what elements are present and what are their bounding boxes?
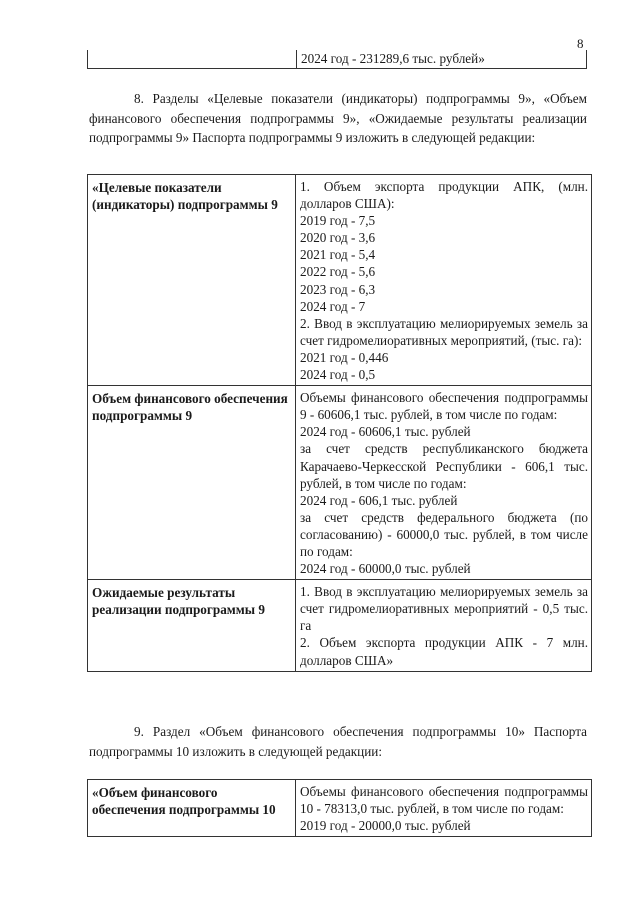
- table-row: [88, 580, 592, 671]
- value-line: 2023 год - 6,3: [300, 281, 376, 297]
- value-line: 2024 год - 606,1 тыс. рублей: [300, 492, 458, 508]
- table-row: [88, 386, 592, 580]
- paragraph-8: [89, 89, 587, 148]
- value-line: 2. Объем экспорта продукции АПК - 7 млн. долларов США»: [300, 635, 588, 668]
- row-value: [296, 386, 592, 580]
- value-line: 2020 год - 3,6: [300, 230, 376, 246]
- value-line: 1. Объем экспорта продукции АПК, (млн. долларов США):: [300, 179, 588, 212]
- table-cell-text: 2024 год - 231289,6 тыс. рублей»: [301, 51, 485, 66]
- value-line: 2019 год - 20000,0 тыс. рублей: [300, 818, 471, 834]
- value-line: 2024 год - 60000,0 тыс. рублей: [300, 561, 471, 577]
- value-line: 1. Ввод в эксплуатацию мелиорируемых земель за счет гидромелиоративных мероприятий - 0,5 тыс. га: [300, 584, 588, 634]
- value-line: Объемы финансового обеспечения подпрограммы 9 - 60606,1 тыс. рублей, в том числе по годам:: [300, 390, 588, 423]
- row-value: [296, 175, 592, 386]
- row-label: Ожидаемые результаты реализации подпрограммы 9: [88, 580, 296, 671]
- value-line: 2021 год - 5,4: [300, 247, 376, 263]
- value-line: 2021 год - 0,446: [300, 349, 389, 365]
- row-value: [296, 780, 592, 837]
- table-fragment-top: [87, 50, 587, 69]
- table-row: [88, 780, 592, 837]
- page-number: 8: [577, 36, 584, 51]
- value-line: 2024 год - 60606,1 тыс. рублей: [300, 424, 471, 440]
- value-line: 2024 год - 7: [300, 298, 366, 314]
- value-line: за счет средств республиканского бюджета Карачаево-Черкесской Республики - 606,1 тыс. рублей, в том числе по годам:: [300, 441, 588, 491]
- value-line: 2022 год - 5,6: [300, 264, 376, 280]
- table-divider: [296, 50, 297, 68]
- paragraph-9: [89, 722, 587, 761]
- paragraph-8-text: 8. Разделы «Целевые показатели (индикаторы) подпрограммы 9», «Объем финансового обеспечения подпрограммы 9», «Ожидаемые результаты реализации подпрограммы 9» Паспорта подпрограммы 9 изложить в следующей редакции:: [89, 91, 587, 145]
- subprogram-10-table: [87, 779, 592, 837]
- subprogram-9-table: [87, 174, 592, 672]
- row-label: «Объем финансового обеспечения подпрограммы 10: [88, 780, 296, 837]
- value-line: за счет средств федерального бюджета (по согласованию) - 60000,0 тыс. рублей, в том числе по годам:: [300, 509, 588, 559]
- paragraph-9-text: 9. Раздел «Объем финансового обеспечения подпрограммы 10» Паспорта подпрограммы 10 изложить в следующей редакции:: [89, 724, 587, 759]
- row-label: «Целевые показатели (индикаторы) подпрограммы 9: [88, 175, 296, 386]
- value-line: 2024 год - 0,5: [300, 367, 376, 383]
- row-label: Объем финансового обеспечения подпрограммы 9: [88, 386, 296, 580]
- value-line: 2019 год - 7,5: [300, 213, 376, 229]
- value-line: Объемы финансового обеспечения подпрограммы 10 - 78313,0 тыс. рублей, в том числе по годам:: [300, 784, 588, 817]
- table-row: [88, 175, 592, 386]
- value-line: 2. Ввод в эксплуатацию мелиорируемых земель за счет гидромелиоративных мероприятий, (тыс. га):: [300, 315, 588, 348]
- row-value: [296, 580, 592, 671]
